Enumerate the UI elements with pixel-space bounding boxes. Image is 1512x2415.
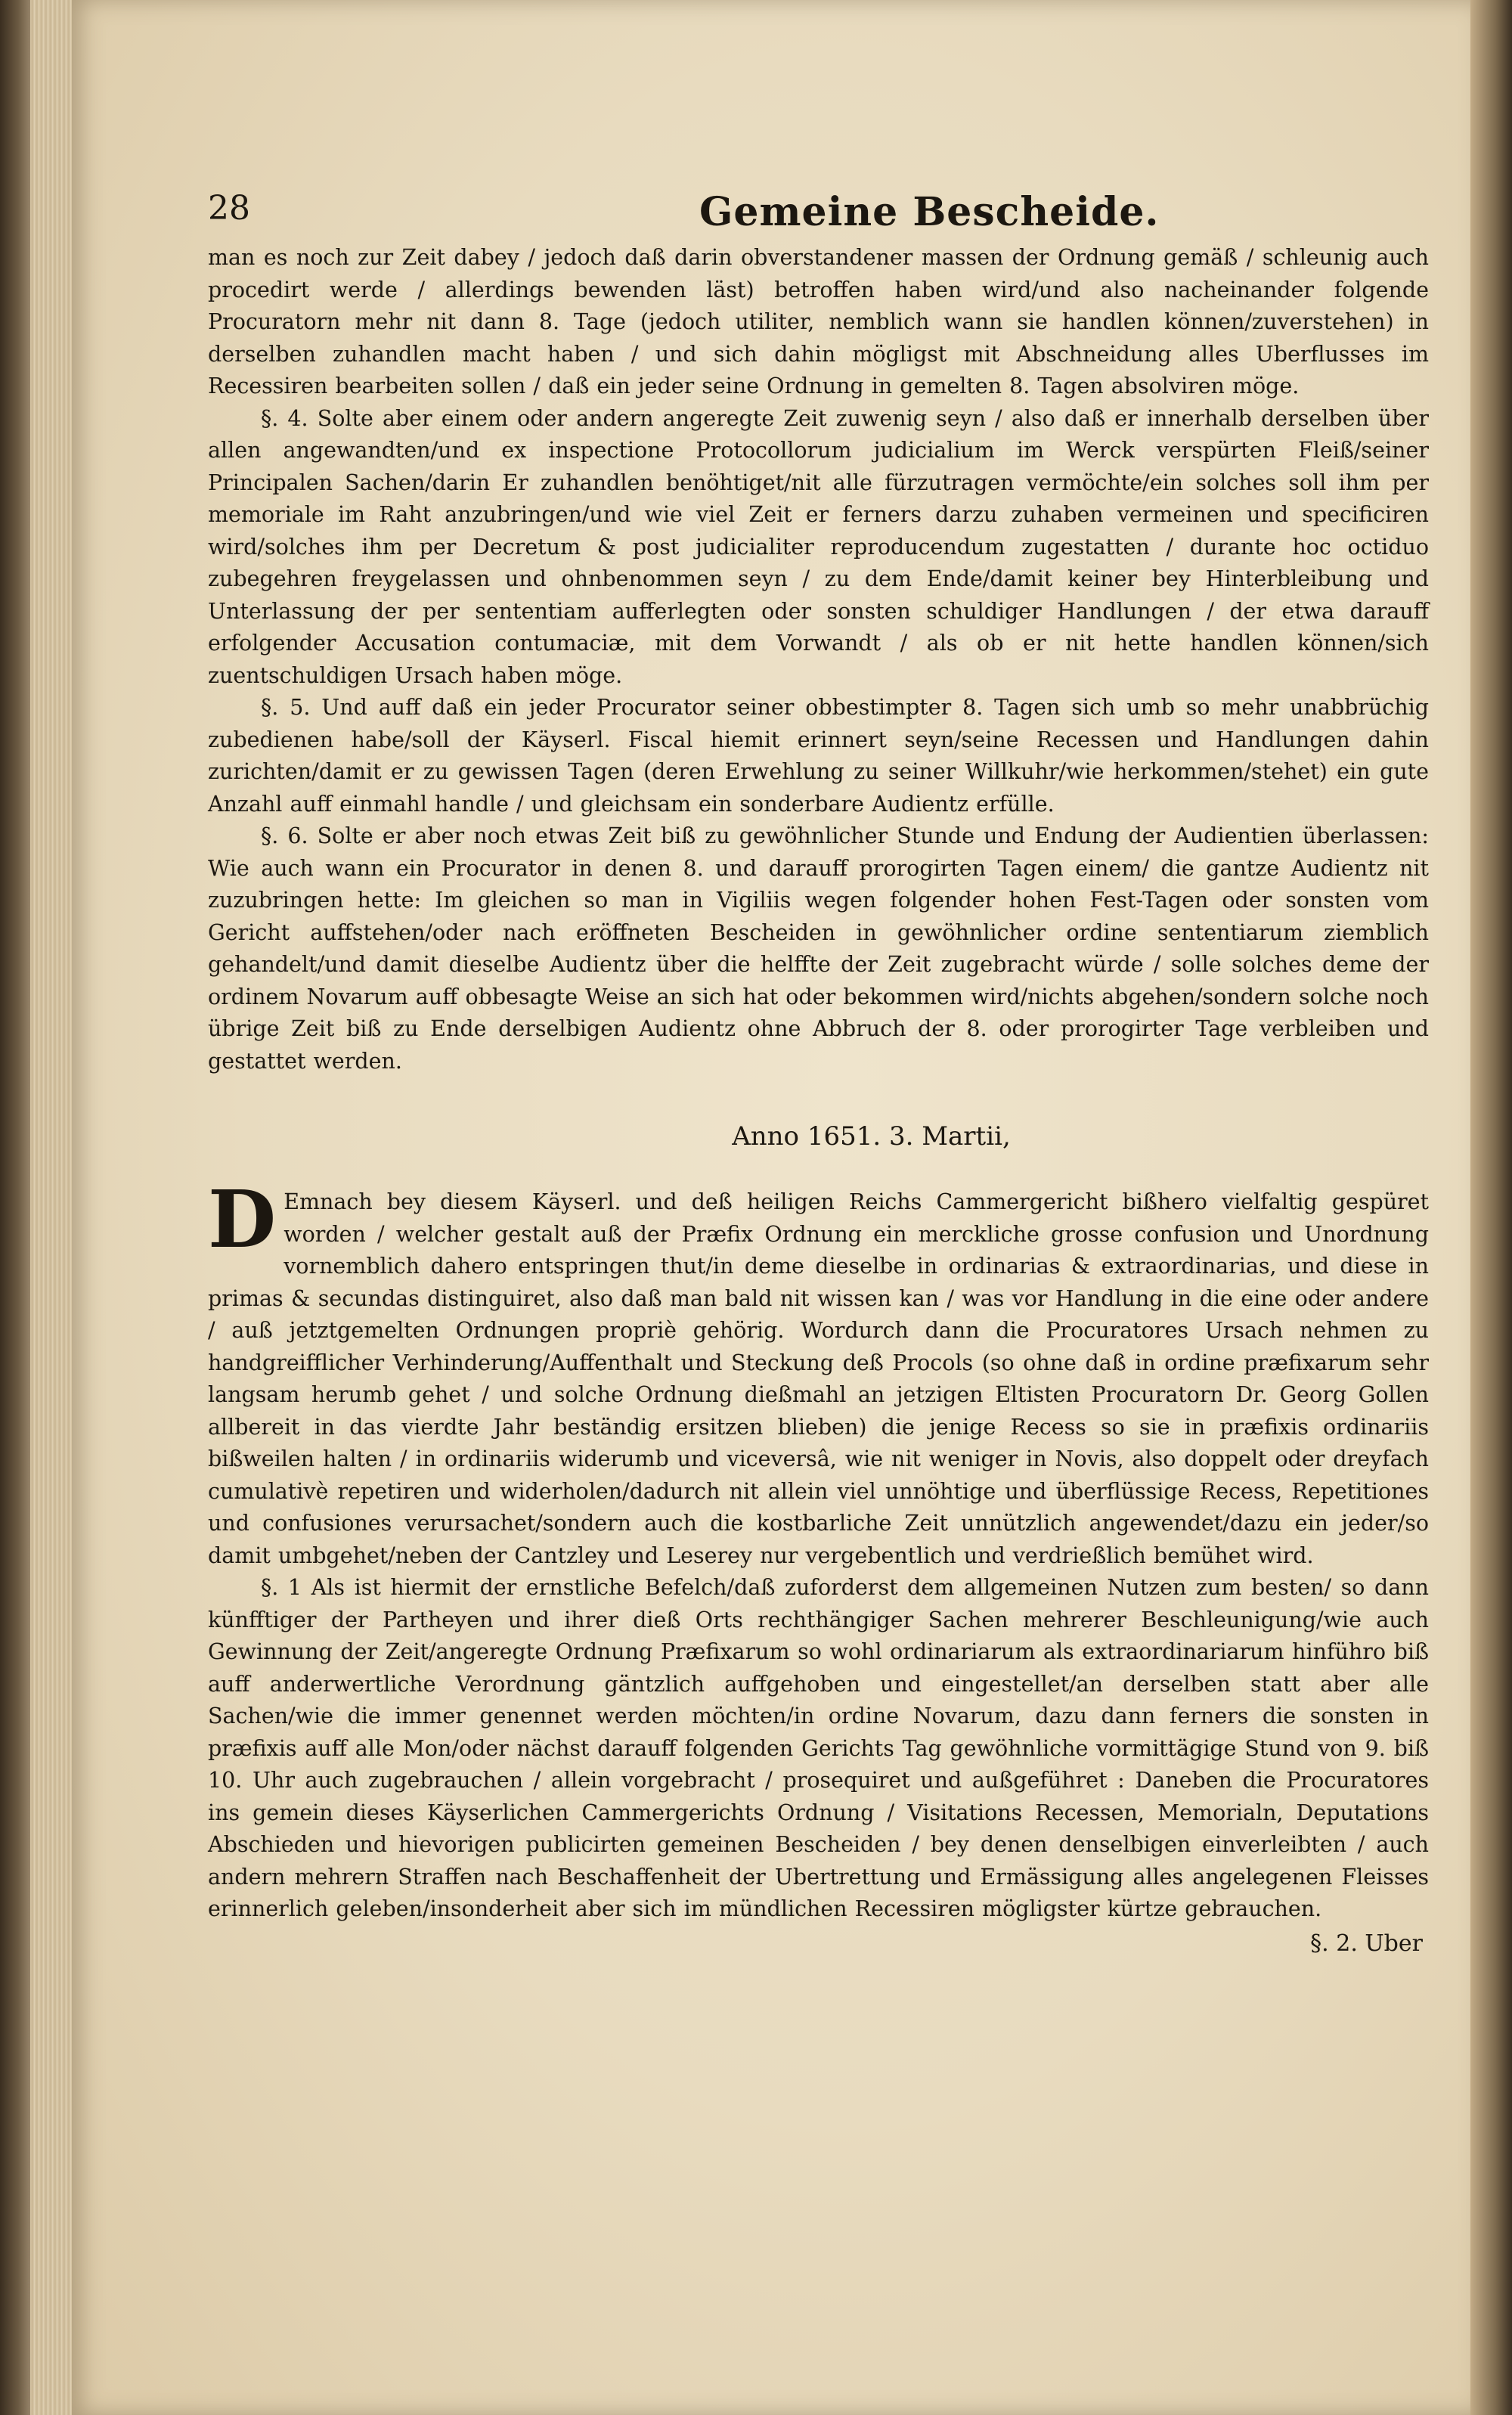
page-content xyxy=(208,189,1429,1957)
paragraph-section-4: §. 4. Solte aber einem oder andern angeregte Zeit zuwenig seyn / also daß er innerhalb derselben über allen angewandten/und ex inspectione Protocollorum judicialium im Werck verspürten Fleiß/seiner Principalen Sachen/darin Er zuhandlen benöhtiget/nit alle fürzutragen vermöchte/ein solches soll ihm per memoriale im Raht anzubringen/und wie viel Zeit er ferners darzu zuhaben vermeinen und specificiren wird/solches ihm per Decretum & post judicialiter reproducendum zugestatten / durante hoc octiduo zubegehren freygelassen und ohnbenommen seyn / zu dem Ende/damit keiner bey Hinterbleibung und Unterlassung der per sententiam aufferlegten oder sonsten schuldiger Handlungen / der etwa darauff erfolgender Accusation contumaciæ, mit dem Vorwandt / als ob er nit hette handlen können/sich zuentschuldigen Ursach haben möge. xyxy=(208,405,1429,688)
page-stack-edge xyxy=(30,0,76,2415)
decree-first-paragraph-text: Emnach bey diesem Käyserl. und deß heiligen Reichs Cammergericht bißhero vielfaltig gespüret worden / welcher gestalt auß der Præfix Ordnung ein merckliche grosse confusion und Unordnung vornemblich dahero entspringen thut/in deme dieselbe in ordinarias & extraordinarias, und diese in primas & secundas distinguiret, also daß man bald nit wissen kan / was vor Handlung in die eine oder andere / auß jetztgemelten Ordnungen propriè gehörig. Wordurch dann die Procuratores Ursach nehmen zu handgreifflicher Verhinderung/Auffenthalt und Steckung deß Procols (so ohne daß in ordine præfixarum sehr langsam herumb gehet / und solche Ordnung dießmahl an jetzigen Eltisten Procuratorn Dr. Georg Gollen allbereit in das vierdte Jahr beständig ersitzen blieben) die jenige Recess so sie in præfixis ordinariis bißweilen halten / in ordinariis widerumb und viceversâ, wie nit weniger in Novis, also doppelt oder dreyfach cumulativè repetiren und widerholen/dadurch nit allein viel unnöhtige und überflüssige Recess, Repetitiones und confusiones verursachet/sondern auch die kostbarliche Zeit unnützlich angewendet/dazu ein jeder/so damit umbgehet/neben der Cantzley und Leserey nur vergebentlich und verdrießlich bemühet wird. xyxy=(208,1189,1429,1568)
decree-body xyxy=(208,1173,1429,1926)
decree-first-paragraph xyxy=(208,1173,1429,1572)
page-header xyxy=(208,189,1429,242)
catchword: §. 2. Uber xyxy=(1310,1930,1423,1957)
page-number: 28 xyxy=(208,189,250,228)
running-title: Gemeine Bescheide. xyxy=(699,189,1160,235)
decorated-initial: D xyxy=(208,1173,277,1266)
paragraph-section-5: §. 5. Und auff daß ein jeder Procurator seiner obbestimpter 8. Tagen sich umb so mehr unabbrüchig zubedienen habe/soll der Käyserl. Fiscal hiemit erinnert seyn/seine Recessen und Handlungen dahin zurichten/damit er zu gewissen Tagen (deren Erwehlung zu seiner Willkuhr/wie herkommen/stehet) ein gute Anzahl auff einmahl handle / und gleichsam ein sonderbare Audientz erfülle. xyxy=(208,695,1429,817)
decree-dateline: Anno 1651. 3. Martii, xyxy=(732,1121,1011,1152)
paragraph-section-6: §. 6. Solte er aber noch etwas Zeit biß zu gewöhnlicher Stunde und Endung der Audientien überlassen: Wie auch wann ein Procurator in denen 8. und darauff prorogirten Tagen einem/ die gantze Audientz nit zuzubringen hette: Im gleichen so man in Vigiliis wegen folgender hohen Fest-Tagen oder sonsten vom Gericht auffstehen/oder nach eröffneten Bescheiden in gewöhnlicher ordine sententiarum ziemblich gehandelt/und damit dieselbe Audientz über die helffte der Zeit zugebracht würde / solle solches deme der ordinem Novarum auff obbesagte Weise an sich hat oder bekommen wird/nichts abgehen/sondern solche noch übrige Zeit biß zu Ende derselbigen Audientz ohne Abbruch der 8. oder prorogirter Tage verbleiben und gestattet werden. xyxy=(208,823,1429,1074)
book-right-edge xyxy=(1470,0,1512,2415)
paragraph-continuation: man es noch zur Zeit dabey / jedoch daß darin obverstandener massen der Ordnung gemäß / schleunig auch procedirt werde / allerdings bewenden läst) betroffen haben wird/und also nacheinander folgende Procuratorn mehr nit dann 8. Tage (jedoch utiliter, nemblich wann sie handlen können/zuverstehen) in derselben zuhandlen macht haben / und sich dahin mögligst mit Abschneidung alles Uberflusses im Recessiren bearbeiten sollen / daß ein jeder seine Ordnung in gemelten 8. Tagen absolviren möge. xyxy=(208,245,1429,398)
decree-section-1: §. 1 Als ist hiermit der ernstliche Befelch/daß zuforderst dem allgemeinen Nutzen zum besten/ so dann künfftiger der Partheyen und ihrer dieß Orts rechthängiger Sachen mehrerer Beschleunigung/wie auch Gewinnung der Zeit/angeregte Ordnung Præfixarum so wohl ordinariarum als extraordinariarum hinführo biß auff anderwertliche Verordnung gäntzlich auffgehoben und eingestellet/an derselben statt aber alle Sachen/wie die immer genennet werden möchten/in ordine Novarum, dazu dann ferners die sonsten in præfixis auff alle Mon/oder nächst darauff folgenden Gerichts Tag gewöhnliche vormittägige Stund von 9. biß 10. Uhr auch zugebrauchen / allein vorgebracht / prosequiret und außgeführet : Daneben die Procuratores ins gemein dieses Käyserlichen Cammergerichts Ordnung / Visitations Recessen, Memorialn, Deputations Abschieden und hievorigen publicirten gemeinen Bescheiden / bey denen denselbigen einverleibten / auch andern mehrern Straffen nach Beschaffenheit der Ubertrettung und Ermässigung alles angelegenen Fleisses erinnerlich geleben/insonderheit aber sich im mündlichen Recessiren mögligster kürtze gebrauchen. xyxy=(208,1575,1429,1921)
